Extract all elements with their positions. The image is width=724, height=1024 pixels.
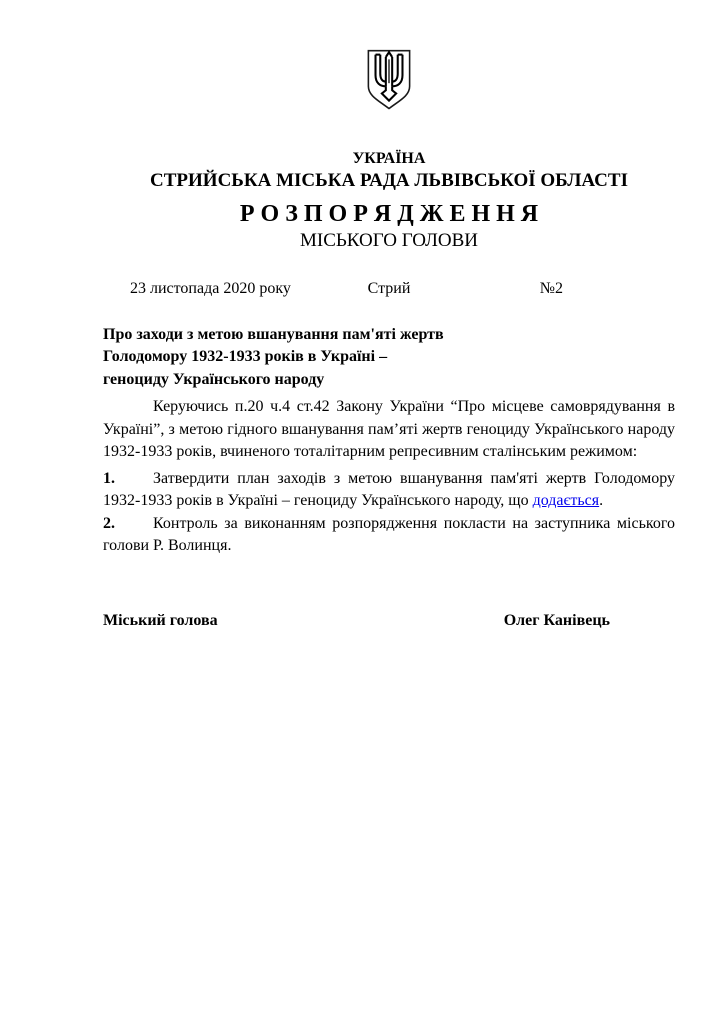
subject-line-1: Про заходи з метою вшанування пам'яті жертв [103,325,444,343]
signature-row [103,610,675,633]
signature-title: Міський голова [103,611,218,629]
subject-line-3: геноциду Українського народу [103,370,325,388]
document-date: 23 листопада 2020 року [130,279,291,297]
signature-name: Олег Канівець [503,611,610,629]
emblem-container [103,48,675,120]
header-document-type: Р О З П О Р Я Д Ж Е Н Н Я [239,200,539,227]
header-country: УКРАЇНА [352,149,426,167]
item-1-text-end: . [599,492,604,509]
items-list [103,468,675,558]
subject-line-2: Голодомору 1932-1933 років в Україні – [103,348,388,365]
ukraine-tryzub-icon [366,48,412,112]
meta-line [103,278,675,300]
document-number: №2 [539,279,563,297]
item-1-text: Затвердити план заходів з метою вшанування пам'яті жертв Голодомору 1932-1933 років в Україні – геноциду Українського народу, що [103,469,675,509]
item-1 [103,468,675,513]
item-2 [103,513,675,558]
preamble-paragraph: Керуючись п.20 ч.4 ст.42 Закону України “Про місцеве самоврядування в Україні”, з метою гідного вшанування пам’яті жертв геноциду Українського народу 1932-1933 років, вчиненого тоталітарним репресивним сталінським режимом: [103,398,675,460]
item-1-number: 1. [103,469,115,487]
document-place: Стрий [367,279,411,297]
item-2-text: Контроль за виконанням розпорядження покласти на заступника міського голови Р. Волинця. [103,514,675,554]
header-document-subtype: МІСЬКОГО ГОЛОВИ [300,229,478,251]
subject-block [103,324,675,392]
header-council-name: СТРИЙСЬКА МІСЬКА РАДА ЛЬВІВСЬКОЇ ОБЛАСТІ [150,169,628,191]
dodayetsya-link[interactable]: додається [532,492,600,509]
item-2-number: 2. [103,514,115,532]
